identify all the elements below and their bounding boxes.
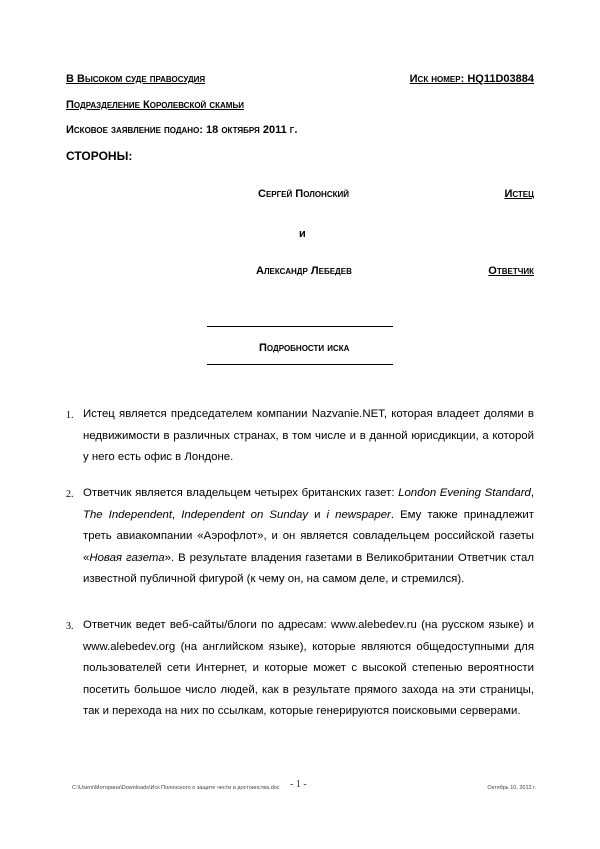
heading-bottom-rule [207, 364, 393, 365]
footer-file-path: C:\Users\Моторина\Downloads\Иск Полонского о защите чести и достоинства.doc [72, 785, 280, 791]
filing-info [66, 124, 297, 136]
paragraph-text: ». В результате владения газетами в Великобритании Ответчик стал известной публичной фигурой (к чему он, на самом деле, и стремился). [83, 551, 534, 585]
claim-number-block [410, 73, 534, 85]
claim-number-label: Иск номер: [409, 73, 465, 85]
claim-number: HQ11D03884 [467, 73, 534, 85]
paragraph-1: Истец является председателем компании Nazvanie.NET, которая владеет долями в недвижимости в различных странах, в том числе и в данной юрисдикции, а которой у него есть офис в Лондоне. [83, 408, 534, 463]
newspaper-name: Independent on Sunday [181, 508, 309, 521]
paragraph-text: , [172, 508, 182, 521]
parties-title: СТОРОНЫ: [66, 149, 133, 163]
paragraph-number: 1. [66, 410, 74, 421]
filed-date: 18 октября 2011 г. [206, 124, 298, 136]
paragraph-3: Ответчик ведет веб-сайты/блоги по адресам: www.alebedev.ru (на русском языке) и www.alebedev.org (на английском языке), которые являются общедоступными для пользователей сети Интернет, и которые может с высокой степенью вероятности посетить большое число людей, как в результате прямого захода на эти страницы, так и перехода на них по ссылкам, которые генерируются поисковыми серверами. [83, 619, 534, 717]
page-number: - 1 - [290, 779, 307, 790]
claimant-name: Сергей Полонский [258, 188, 349, 200]
court-division: Подразделение Королевской скамьи [66, 99, 244, 111]
footer-date: Октябрь 10, 2012 г. [487, 785, 536, 791]
newspaper-name: Новая газета [89, 551, 165, 564]
claimant-role: Истец [504, 188, 534, 200]
paragraph-number: 2. [66, 489, 74, 500]
paragraph-text: и [308, 508, 327, 521]
court-name: В Высоком суде правосудия [66, 73, 206, 85]
parties-conjunction: и [299, 228, 306, 240]
newspaper-name: The Independent [83, 508, 173, 521]
newspaper-name: London Evening Standard [398, 487, 531, 499]
defendant-name: Александр Лебедев [256, 265, 352, 277]
paragraph-text: Ответчик является владельцем четырех британских газет: [83, 487, 399, 499]
paragraph-text: , [530, 487, 534, 499]
defendant-role: Ответчик [488, 265, 534, 277]
paragraph-2 [83, 483, 534, 591]
filed-label: Исковое заявление подано: [66, 124, 203, 136]
heading-top-rule [207, 326, 393, 327]
paragraph-text: . Ему также принадлежит треть авиакомпании «Аэрофлот», и он является совладельцем российской газеты « [83, 508, 534, 564]
newspaper-name: i newspaper [326, 508, 391, 521]
paragraph-number: 3. [66, 621, 74, 632]
section-title: Подробности иска [259, 342, 350, 354]
